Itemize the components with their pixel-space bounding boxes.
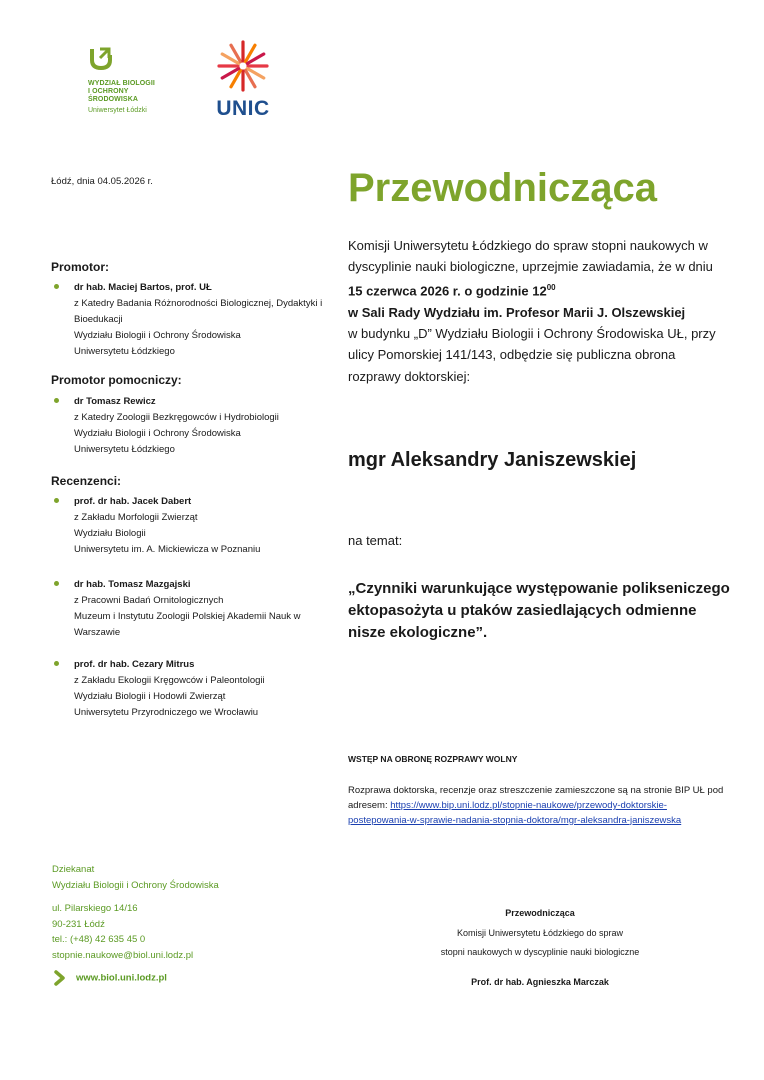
reviewer-entry: prof. dr hab. Cezary Mitrus z Zakładu Ekologii Kręgowców i Paleontologii Wydziału Biologii i Hodowli Zwierząt Uniwersytetu Przyrodniczego we Wrocławiu [74,657,344,721]
unic-sunburst-icon [215,38,271,94]
unic-wordmark: UNIC [216,97,270,120]
footer-contact: Dziekanat Wydziału Biologii i Ochrony Środowiska ul. Pilarskiego 14/16 90-231 Łódź tel.: (+48) 42 635 45 0 stopnie.naukowe@biol.uni.lodz.pl [52,862,219,963]
promotor-heading: Promotor: [51,260,109,274]
announcement-text: Komisji Uniwersytetu Łódzkiego do spraw stopni naukowych w dyscyplinie nauki biologiczne, uprzejmie zawiadamia, że w dniu 15 czerwca 2026 r. o godzinie $12^{00}$ w Sali Rady Wydziału im. Profesor Marii J. Olszewskiej w budynku „D” Wydziału Biologii i Ochrony Środowiska UŁ, przy ulicy Pomorskiej 141/143, odbędzie się publiczna obrona rozprawy doktorskiej: [348,238,716,384]
website-link[interactable]: www.biol.uni.lodz.pl [52,970,167,986]
promotor-pom-heading: Promotor pomocniczy: [51,373,182,387]
signature-role: Przewodnicząca [505,908,575,918]
unic-logo [212,38,274,121]
reviewer-entry: dr hab. Tomasz Mazgajski z Pracowni Badań Ornitologicznych Muzeum i Instytutu Zoologii Polskiej Akademii Nauk w Warszawie [74,577,324,641]
bullet-icon [54,284,59,289]
faculty-name: WYDZIAŁ BIOLOGII I OCHRONY ŚRODOWISKA [88,80,155,103]
signature-name: Prof. dr hab. Agnieszka Marczak [471,976,609,987]
bullet-icon [54,498,59,503]
university-name: Uniwersytet Łódzki [88,107,147,114]
bullet-icon [54,661,59,666]
reviewer-entry: prof. dr hab. Jacek Dabert z Zakładu Morfologii Zwierząt Wydziału Biologii Uniwersytetu im. A. Mickiewicza w Poznaniu [74,494,344,558]
bullet-icon [54,581,59,586]
promotor-pom-entry: dr Tomasz Rewicz z Katedry Zoologii Bezkręgowców i Hydrobiologii Wydziału Biologii i Ochrony Środowiska Uniwersytetu Łódzkiego [74,394,344,458]
entry-notice: WSTĘP NA OBRONĘ ROZPRAWY WOLNY [348,754,518,764]
bip-info: Rozprawa doktorska, recenzje oraz streszczenie zamieszczone są na stronie BIP UŁ pod adresem: https://www.bip.uni.lodz.pl/stopnie-naukowe/przewody-doktorskie-postepowania-w-sprawie-nadania-stopnia-doktora/mgr-aleksandra-janiszewska [348,785,724,826]
signature-block: Przewodnicząca Komisji Uniwersytetu Łódzkiego do spraw stopni naukowych w dyscyplinie nauki biologiczne Prof. dr hab. Agnieszka Marczak [390,904,690,992]
faculty-logo-mark [88,46,114,72]
defense-room: w Sali Rady Wydziału im. Profesor Marii J. Olszewskiej [348,304,686,320]
topic-label: na temat: [348,533,403,548]
bullet-icon [54,398,59,403]
promotor-entry: dr hab. Maciej Bartos, prof. UŁ z Katedry Badania Różnorodności Biologicznej, Dydaktyki i Bioedukacji Wydziału Biologii i Ochrony Środowiska Uniwersytetu Łódzkiego [74,280,344,360]
arrow-right-icon [52,970,68,986]
candidate-name: mgr Aleksandry Janiszewskiej [348,449,637,471]
defense-date: 15 czerwca 2026 r. o godzinie 12 [348,283,547,299]
bip-link[interactable]: https://www.bip.uni.lodz.pl/stopnie-naukowe/przewody-doktorskie-postepowania-w-sprawie-nadania-stopnia-doktora/mgr-aleksandra-janiszewska [348,799,682,826]
email-link[interactable]: stopnie.naukowe@biol.uni.lodz.pl [52,949,194,961]
faculty-logo [88,46,208,115]
recenzenci-heading: Recenzenci: [51,474,122,488]
page-title: Przewodnicząca [348,166,658,210]
thesis-topic: „Czynniki warunkujące występowanie polikseniczego ektopasożyta u ptaków zasiedlających odmienne nisze ekologiczne”. [348,580,730,641]
document-date: Łódź, dnia 04.05.2026 r. [51,176,153,187]
